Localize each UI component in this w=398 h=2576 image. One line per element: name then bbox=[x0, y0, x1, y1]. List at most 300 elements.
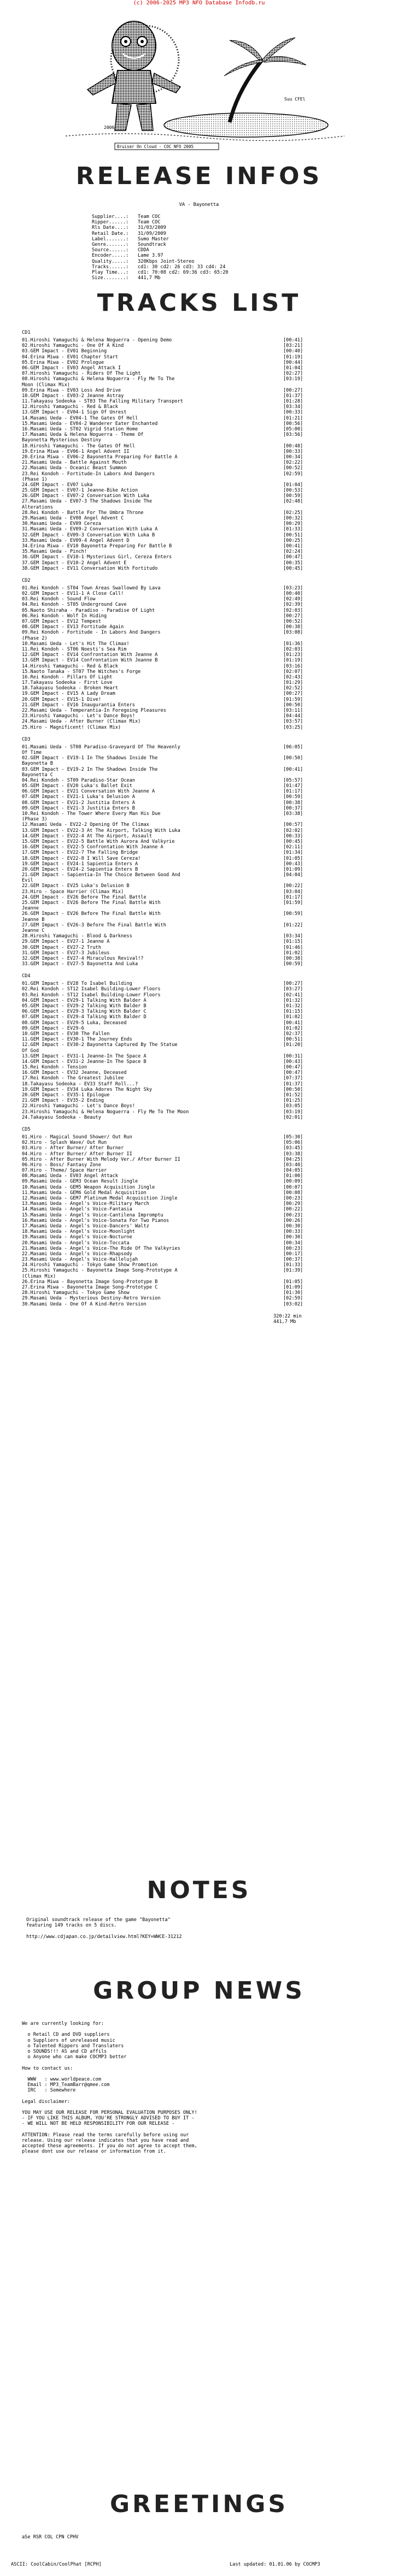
track-row bbox=[22, 371, 306, 376]
group-news-text bbox=[22, 2021, 197, 2155]
track-row bbox=[22, 794, 306, 800]
track-row bbox=[22, 1145, 306, 1151]
track-row bbox=[22, 928, 306, 933]
track-row bbox=[22, 1218, 306, 1224]
track-title: 11.Rei Kondoh - ST06 Noesti's Sea Rim bbox=[22, 646, 127, 652]
track-title: 02.Hiroshi Yamaguchi - One Of A Kind bbox=[22, 343, 124, 349]
track-duration: [00:53] bbox=[283, 488, 303, 494]
track-title: 14.GEM Impact - EV31-2 Jeanne-In The Space B bbox=[22, 1059, 147, 1065]
track-duration: [00:23] bbox=[283, 1245, 303, 1251]
release-field-label: Ripper......: bbox=[92, 220, 129, 226]
track-duration: [00:27] bbox=[283, 981, 303, 987]
track-row bbox=[22, 839, 306, 844]
track-row bbox=[22, 1196, 306, 1201]
track-title: 10.GEM Impact - EV03-2 Jeanne Astray bbox=[22, 393, 124, 399]
track-title: 16.Masami Ueda - ST02 Vigrid Station Home bbox=[22, 427, 138, 432]
track-row bbox=[22, 806, 306, 811]
track-row bbox=[22, 1020, 306, 1026]
track-title: 25.Hiro - Magnificent! (Climax Mix) bbox=[22, 724, 121, 730]
track-duration: [02:07] bbox=[283, 669, 303, 675]
track-title: 06.Hiro - Boss/ Fantasy Zone bbox=[22, 1162, 101, 1168]
track-title: 36.GEM Impact - EV10-1 Mysterious Girl, Cereza Enters bbox=[22, 554, 172, 560]
track-row bbox=[22, 499, 306, 504]
track-duration: [01:22] bbox=[283, 922, 303, 928]
track-duration: [00:47] bbox=[283, 554, 303, 560]
track-title: 16.GEM Impact - EV32 Jeanne, Deceased bbox=[22, 1070, 127, 1076]
track-row bbox=[22, 416, 306, 421]
track-row bbox=[22, 961, 306, 967]
track-title: 13.Masami Ueda - Angel's Voice-Military March bbox=[22, 1201, 149, 1207]
track-duration: [00:48] bbox=[283, 443, 303, 449]
group-news-line: IRC : Somewhere bbox=[22, 2088, 76, 2094]
track-title: 31.GEM Impact - EV27-3 Jubileus bbox=[22, 950, 110, 956]
track-duration: [03:34] bbox=[283, 404, 303, 410]
track-title: 28.Hiroshi Yamaguchi - Tokyo Game Show bbox=[22, 1290, 130, 1296]
track-title: 22.Masami Ueda - Temperantia-In Foregoing Pleasures bbox=[22, 708, 166, 713]
track-row bbox=[22, 992, 306, 998]
release-field bbox=[92, 225, 354, 231]
source-credit: (c) 2006-2025 MP3 NFO Database Infodb.ru bbox=[133, 0, 265, 6]
track-duration: [00:38] bbox=[283, 624, 303, 630]
release-field bbox=[92, 237, 354, 242]
track-title: 03.Rei Kondoh - Sound Flow bbox=[22, 596, 96, 602]
track-row bbox=[22, 1003, 306, 1009]
group-news-line: o Anyone who can make COCMP3 better bbox=[22, 2054, 127, 2060]
track-duration: [04:44] bbox=[283, 713, 303, 719]
track-duration: [01:28] bbox=[283, 399, 303, 405]
track-duration: [04:04] bbox=[283, 872, 303, 878]
track-title: 19.GEM Impact - EV24-1 Sapientia Enters A bbox=[22, 861, 138, 867]
track-title: 28.Hiroshi Yamaguchi - Blood & Darkness bbox=[22, 933, 132, 940]
track-row bbox=[22, 750, 306, 755]
track-title: 05.GEM Impact - EV20 Luka's Ballet Exit bbox=[22, 783, 132, 789]
release-field-value: Team COC bbox=[138, 214, 161, 220]
track-duration: [02:41] bbox=[283, 992, 303, 998]
track-duration: [00:37] bbox=[283, 1257, 303, 1263]
release-field-label: Tracks......: bbox=[92, 264, 129, 270]
track-duration: [02:24] bbox=[283, 549, 303, 555]
release-field-value: Team COC bbox=[138, 220, 161, 226]
track-title: 29.GEM Impact - EV27-1 Jeanne A bbox=[22, 939, 110, 945]
track-row bbox=[22, 543, 306, 549]
track-duration: [00:50] bbox=[283, 755, 303, 761]
release-field-value: 441,7 Mb bbox=[138, 275, 161, 281]
track-title: 25.Hiroshi Yamaguchi - Bayonetta Image Song-Prototype A bbox=[22, 1268, 178, 1274]
track-title: 24.Hiroshi Yamaguchi - Tokyo Game Show Promotion bbox=[22, 1262, 158, 1268]
track-duration: [00:27] bbox=[283, 691, 303, 697]
logo-artwork bbox=[49, 8, 355, 155]
track-title: 26.Erina Miwa - Bayonetta Image Song-Prototype B bbox=[22, 1279, 158, 1285]
track-title: 20.GEM Impact - EV15-1 Dive! bbox=[22, 696, 101, 702]
track-title: Of God bbox=[22, 1048, 39, 1054]
track-title: 03.GEM Impact - EV01 Beginning bbox=[22, 348, 107, 355]
track-title: 22.GEM Impact - EV25 Luka's Delusion B bbox=[22, 883, 130, 889]
track-duration: [00:23] bbox=[283, 1196, 303, 1201]
track-duration: [01:29] bbox=[283, 680, 303, 686]
track-title: 15.Masami Ueda - Angel's Voice-Cantilena Impromptu bbox=[22, 1212, 163, 1218]
cd-label: CD2 bbox=[22, 577, 31, 583]
track-duration: [05:30] bbox=[283, 1134, 303, 1140]
track-duration: [01:47] bbox=[283, 783, 303, 789]
track-duration: [01:05] bbox=[283, 1279, 303, 1285]
track-row bbox=[22, 878, 306, 883]
track-title: 38.GEM Impact - EV11 Conversation With Fortitudo bbox=[22, 565, 158, 571]
track-row bbox=[22, 482, 306, 488]
track-title: 09.Masami Ueda - GEM3 Ocean Result Jingle bbox=[22, 1179, 138, 1185]
track-duration: [05:06] bbox=[283, 1140, 303, 1146]
track-duration: [01:00] bbox=[283, 1173, 303, 1179]
track-duration: [02:37] bbox=[283, 1031, 303, 1037]
track-row bbox=[22, 1162, 306, 1168]
track-duration: [06:05] bbox=[283, 744, 303, 750]
track-title: 02.GEM Impact - EV11-1 A Close Call! bbox=[22, 591, 124, 597]
track-row bbox=[22, 641, 306, 647]
track-duration: [00:59] bbox=[283, 961, 303, 967]
track-row bbox=[22, 658, 306, 663]
track-title: 06.Rei Kondoh - Wolf In Hiding bbox=[22, 613, 107, 619]
track-duration: [03:23] bbox=[283, 585, 303, 591]
track-title: 14.Masami Ueda - Angel's Voice-Fantasia bbox=[22, 1207, 132, 1213]
track-row bbox=[22, 1257, 306, 1262]
track-title: 21.Masami Ueda - Battle Against Mouth bbox=[22, 460, 127, 466]
track-row bbox=[22, 554, 306, 560]
group-news-line: - WE WILL NOT BE HELD RESPONSIBILITY FOR OUR RELEASE - bbox=[22, 2121, 175, 2127]
track-title: 14.Hiroshi Yamaguchi - Red & Black bbox=[22, 663, 118, 669]
group-news-line bbox=[22, 2071, 197, 2077]
track-row bbox=[22, 933, 306, 939]
release-field bbox=[92, 275, 354, 281]
group-news-line: o Suppliers of unreleased music bbox=[22, 2037, 115, 2043]
track-duration: [00:57] bbox=[283, 822, 303, 828]
track-duration: [00:52] bbox=[283, 465, 303, 471]
track-duration: [01:09] bbox=[283, 866, 303, 872]
track-duration: [05:57] bbox=[283, 777, 303, 783]
track-row bbox=[22, 410, 306, 415]
track-title: 16.GEM Impact - EV22-5 Confrontation With Jeanne A bbox=[22, 844, 163, 850]
track-row bbox=[22, 636, 306, 641]
track-title: 07.GEM Impact - EV12 Tempest bbox=[22, 619, 101, 624]
cd-label: CD4 bbox=[22, 973, 31, 979]
track-title: 17.Masami Ueda & Helena Noguerra - Theme Of bbox=[22, 432, 144, 438]
track-duration: [02:11] bbox=[283, 844, 303, 850]
track-title: 25.GEM Impact - EV07-1 Jeanne-Bike Action bbox=[22, 488, 138, 494]
release-field-label: Quality.....: bbox=[92, 258, 129, 264]
track-title: 04.Hiro - After Burner/ After Burner II bbox=[22, 1151, 132, 1157]
release-field-value: 31/03/2009 bbox=[138, 225, 166, 231]
track-title: 08.Masami Ueda - EV03 Angel Attack bbox=[22, 1173, 118, 1179]
track-duration: [01:05] bbox=[283, 855, 303, 861]
track-duration: [01:59] bbox=[283, 900, 303, 906]
track-row bbox=[22, 1082, 306, 1087]
track-duration: [03:11] bbox=[283, 708, 303, 713]
track-duration: [00:30] bbox=[283, 1223, 303, 1229]
track-row bbox=[22, 630, 306, 635]
track-row bbox=[22, 1048, 306, 1054]
track-duration: [00:43] bbox=[283, 1059, 303, 1065]
track-title: 05.GEM Impact - EV29-2 Talking With Balder B bbox=[22, 1003, 147, 1009]
track-duration: [00:38] bbox=[283, 955, 303, 961]
track-title: 19.Erina Miwa - EV06-1 Angel Advent II bbox=[22, 448, 130, 454]
track-row bbox=[22, 883, 306, 889]
art-year: 2006 bbox=[104, 125, 115, 130]
track-row bbox=[22, 1065, 306, 1070]
track-row bbox=[22, 365, 306, 371]
release-field-label: Size........: bbox=[92, 275, 129, 281]
track-duration: [03:08] bbox=[283, 630, 303, 636]
track-row bbox=[22, 1151, 306, 1157]
track-row bbox=[22, 856, 306, 861]
track-row bbox=[22, 998, 306, 1003]
release-field-value: Soundtrack bbox=[138, 241, 166, 247]
track-duration: [00:59] bbox=[283, 493, 303, 499]
release-field bbox=[92, 247, 354, 253]
track-duration: [01:02] bbox=[283, 1025, 303, 1031]
track-duration: [00:41] bbox=[283, 766, 303, 772]
track-duration: [03:40] bbox=[283, 1162, 303, 1168]
track-row bbox=[22, 477, 306, 482]
track-title: Bayonetta B bbox=[22, 761, 53, 767]
track-title: 05.Erina Miwa - EV02 Prologue bbox=[22, 359, 104, 365]
cd-label: CD1 bbox=[22, 330, 31, 335]
track-row bbox=[22, 355, 306, 360]
track-title: 16.Masami Ueda - Angel's Voice-Sonata For Two Pianos bbox=[22, 1218, 169, 1224]
track-title: 10.Rei Kondoh - The Tower Where Every Man His Due bbox=[22, 811, 161, 817]
group-news-line: YOU MAY USE OUR RELEASE FOR PERSONAL EVALUATION PURPOSES ONLY! bbox=[22, 2110, 197, 2116]
track-row bbox=[22, 713, 306, 719]
track-title: 04.Erina Miwa - EV01 Chapter Start bbox=[22, 354, 118, 360]
track-row bbox=[22, 1098, 306, 1103]
release-field bbox=[92, 220, 354, 225]
track-title: 23.Hiroshi Yamaguchi - Let's Dance Boys! bbox=[22, 713, 135, 719]
track-duration: [02:27] bbox=[283, 371, 303, 377]
track-row bbox=[22, 1285, 306, 1290]
release-field bbox=[92, 259, 354, 264]
track-duration: [00:33] bbox=[283, 1229, 303, 1235]
track-duration: [01:15] bbox=[283, 939, 303, 945]
track-title: 15.Naoto Tanaka - ST07 The Witches's Forge bbox=[22, 669, 141, 675]
notes-line bbox=[26, 1928, 182, 1934]
notes-text bbox=[26, 1917, 182, 1940]
track-row bbox=[22, 917, 306, 923]
track-duration: [00:29] bbox=[283, 1201, 303, 1207]
track-row bbox=[22, 767, 306, 772]
track-duration: [00:50] bbox=[283, 702, 303, 708]
track-title: 27.Masami Ueda - EV07-3 The Shadows Inside The bbox=[22, 499, 152, 505]
track-duration: [03:02] bbox=[283, 1301, 303, 1307]
track-duration: [01:19] bbox=[283, 354, 303, 360]
track-row bbox=[22, 761, 306, 766]
track-duration: [00:07] bbox=[283, 1184, 303, 1190]
track-title: 06.GEM Impact - EV03 Angel Attack I bbox=[22, 365, 121, 371]
track-row bbox=[22, 664, 306, 669]
group-news-line: please dont use our release or information from it. bbox=[22, 2149, 166, 2155]
track-row bbox=[22, 1234, 306, 1240]
track-title: 11.Masami Ueda - GEM6 Gold Medal Acquisition bbox=[22, 1190, 147, 1196]
release-field bbox=[92, 253, 354, 258]
track-row bbox=[22, 549, 306, 554]
track-row bbox=[22, 867, 306, 872]
track-row bbox=[22, 460, 306, 465]
track-row bbox=[22, 950, 306, 956]
track-title: 14.GEM Impact - EV22-4 At The Airport, Assault bbox=[22, 833, 152, 839]
track-title: 01.Hiro - Magical Sound Shower/ Out Run bbox=[22, 1134, 132, 1140]
track-title: 30.Masami Ueda - One Of A Kind-Retro Version bbox=[22, 1301, 147, 1307]
track-duration: [00:40] bbox=[283, 591, 303, 597]
track-duration: [00:59] bbox=[283, 794, 303, 800]
track-row bbox=[22, 1135, 306, 1140]
track-duration: [03:27] bbox=[283, 986, 303, 992]
cd-label: CD5 bbox=[22, 1126, 31, 1132]
group-news-line: ATTENTION: Please read the terms carefully before using our bbox=[22, 2132, 189, 2138]
track-duration: [00:08] bbox=[283, 1190, 303, 1196]
track-duration: [01:17] bbox=[283, 894, 303, 900]
footer-updated: Last updated: 01.01.06 by COCMP3 bbox=[230, 2562, 320, 2567]
track-row bbox=[22, 811, 306, 817]
track-duration: [00:43] bbox=[283, 861, 303, 867]
track-title: 31.Masami Ueda - EV09-2 Conversation With Luka A bbox=[22, 527, 158, 533]
track-duration: [00:45] bbox=[283, 565, 303, 571]
release-fields bbox=[92, 214, 354, 281]
track-row bbox=[22, 956, 306, 961]
group-news-line: accepted these agreements. If you do not agree to accept them, bbox=[22, 2143, 197, 2149]
track-title: 30.GEM Impact - EV27-2 Truth bbox=[22, 944, 101, 950]
track-duration: [01:15] bbox=[283, 1009, 303, 1015]
release-field-value: Lame 3.97 bbox=[138, 253, 163, 259]
track-title: 15.Rei Kondoh - Tension bbox=[22, 1065, 87, 1071]
track-row bbox=[22, 1031, 306, 1037]
track-row bbox=[22, 1274, 306, 1279]
track-duration: [02:25] bbox=[283, 510, 303, 516]
track-row bbox=[22, 1302, 306, 1307]
track-duration: [00:30] bbox=[283, 1234, 303, 1240]
track-duration: [00:51] bbox=[283, 1037, 303, 1043]
track-duration: [03:56] bbox=[283, 432, 303, 438]
group-news-line bbox=[22, 2127, 197, 2132]
track-title: 30.Masami Ueda - EV09 Cereza bbox=[22, 521, 101, 527]
release-field bbox=[92, 270, 354, 275]
track-row bbox=[22, 872, 306, 878]
track-title: 07.Hiro - Theme/ Space Harrier bbox=[22, 1168, 107, 1174]
track-title: 12.Masami Ueda - EV22-2 Opening Of The Climax bbox=[22, 822, 149, 828]
release-field-label: Rls Date....: bbox=[92, 225, 129, 231]
track-row bbox=[22, 669, 306, 675]
group-news-line: o SOUNDS!!! AS and CD affils bbox=[22, 2048, 107, 2054]
track-row bbox=[22, 923, 306, 928]
track-duration: [04:25] bbox=[283, 1156, 303, 1162]
track-row bbox=[22, 1059, 306, 1065]
track-duration: [00:40] bbox=[283, 348, 303, 355]
track-row bbox=[22, 1268, 306, 1273]
track-title: 10.Masami Ueda - Let's Hit The Climax! bbox=[22, 641, 130, 647]
track-row bbox=[22, 861, 306, 867]
track-duration: [03:38] bbox=[283, 811, 303, 817]
track-title: 19.GEM Impact - EV15 A Lady Dream bbox=[22, 691, 115, 697]
track-row bbox=[22, 488, 306, 493]
track-duration: [00:09] bbox=[283, 1179, 303, 1185]
track-duration: [02:43] bbox=[283, 674, 303, 680]
track-duration: [01:04] bbox=[283, 482, 303, 488]
track-row bbox=[22, 427, 306, 432]
track-title: 10.GEM Impact - EV30 The Fallen bbox=[22, 1031, 110, 1037]
track-title: 14.Masami Ueda - EV04-1 The Gates Of Hell bbox=[22, 415, 138, 421]
track-duration: [07:37] bbox=[283, 1076, 303, 1082]
track-row bbox=[22, 789, 306, 794]
track-row bbox=[22, 1246, 306, 1251]
track-title: 09.GEM Impact - EV29-6 bbox=[22, 1025, 84, 1031]
track-duration: [02:52] bbox=[283, 686, 303, 692]
track-title: 26.GEM Impact - EV07-2 Conversation With Luka bbox=[22, 493, 149, 499]
track-duration: [01:32] bbox=[283, 997, 303, 1003]
track-row bbox=[22, 399, 306, 404]
track-title: Of Time bbox=[22, 749, 42, 755]
track-title: 18.GEM Impact - EV22-8 I Will Save Cereza! bbox=[22, 855, 141, 861]
track-row bbox=[22, 986, 306, 992]
track-title: 17.Masami Ueda - Angel's Voice-Dancers' Waltz bbox=[22, 1223, 149, 1229]
release-field-value: 31/09/2009 bbox=[138, 231, 166, 237]
track-row bbox=[22, 1157, 306, 1162]
track-title: 12.GEM Impact - EV30-2 Bayonetta Captured By The Statue bbox=[22, 1042, 178, 1048]
track-title: 01.Rei Kondoh - ST04 Town Areas Swallowed By Lava bbox=[22, 585, 161, 591]
track-duration: [00:47] bbox=[283, 1070, 303, 1076]
track-title: 18.Hiroshi Yamaguchi - The Gates Of Hell bbox=[22, 443, 135, 449]
track-title: 17.Rei Kondoh - The Greatest Jubilee bbox=[22, 1076, 124, 1082]
track-title: 33.GEM Impact - EV27-5 Bayonetta And Luka bbox=[22, 961, 138, 967]
track-duration: [00:17] bbox=[283, 1251, 303, 1257]
track-duration: [01:37] bbox=[283, 393, 303, 399]
notes-line: Original soundtrack release of the game "Bayonetta" bbox=[26, 1917, 171, 1923]
track-duration: [00:37] bbox=[283, 805, 303, 811]
track-row bbox=[22, 981, 306, 986]
track-title: 12.Hiroshi Yamaguchi - Red & Black bbox=[22, 404, 118, 410]
track-duration: [03:45] bbox=[283, 1145, 303, 1151]
track-row bbox=[22, 1185, 306, 1190]
track-title: 11.Takayasu Sodeoka - ST03 The Falling Military Transport bbox=[22, 399, 183, 405]
release-field-label: Play Time...: bbox=[92, 269, 129, 275]
track-row bbox=[22, 1009, 306, 1014]
track-title: 21.GEM Impact - EV35-2 Ending bbox=[22, 1098, 104, 1104]
track-row bbox=[22, 1251, 306, 1257]
track-title: 24.GEM Impact - EV26 Before The Final Battle bbox=[22, 894, 147, 900]
track-duration: [00:22] bbox=[283, 1207, 303, 1213]
track-duration: [00:41] bbox=[283, 543, 303, 549]
track-title: 33.Masami Ueda - EV09-4 Angel Advent D bbox=[22, 537, 130, 543]
track-title: 22.Masami Ueda - Oceanic Beast Summon bbox=[22, 465, 127, 471]
track-row bbox=[22, 388, 306, 393]
track-duration: [00:23] bbox=[283, 1212, 303, 1218]
track-row bbox=[22, 1042, 306, 1048]
track-duration: [01:32] bbox=[283, 1003, 303, 1009]
release-field-label: Encoder.....: bbox=[92, 253, 129, 259]
track-row bbox=[22, 619, 306, 624]
track-title: 03.GEM Impact - EV19-2 In The Shadows Inside The bbox=[22, 766, 158, 772]
track-duration: [00:32] bbox=[283, 516, 303, 521]
track-row bbox=[22, 680, 306, 686]
track-title: 07.Hiroshi Yamaguchi - Riders Of The Light bbox=[22, 371, 141, 377]
track-duration: [03:19] bbox=[283, 376, 303, 382]
track-title: 20.Erina Miwa - EV06-2 Bayonetta Preparing For Battle A bbox=[22, 454, 178, 460]
track-title: 24.GEM Impact - EV07 Luka bbox=[22, 482, 93, 488]
track-row bbox=[22, 1076, 306, 1081]
track-row bbox=[22, 708, 306, 713]
track-row bbox=[22, 1213, 306, 1218]
track-row bbox=[22, 1014, 306, 1020]
track-duration: [00:38] bbox=[283, 800, 303, 806]
track-title: 09.Erina Miwa - EV03 Loss And Drive bbox=[22, 387, 121, 393]
track-duration: [02:39] bbox=[283, 602, 303, 608]
release-field-value: 320Kbps Joint-Stereo bbox=[138, 258, 195, 264]
track-duration: [01:37] bbox=[283, 1081, 303, 1087]
track-row bbox=[22, 538, 306, 543]
